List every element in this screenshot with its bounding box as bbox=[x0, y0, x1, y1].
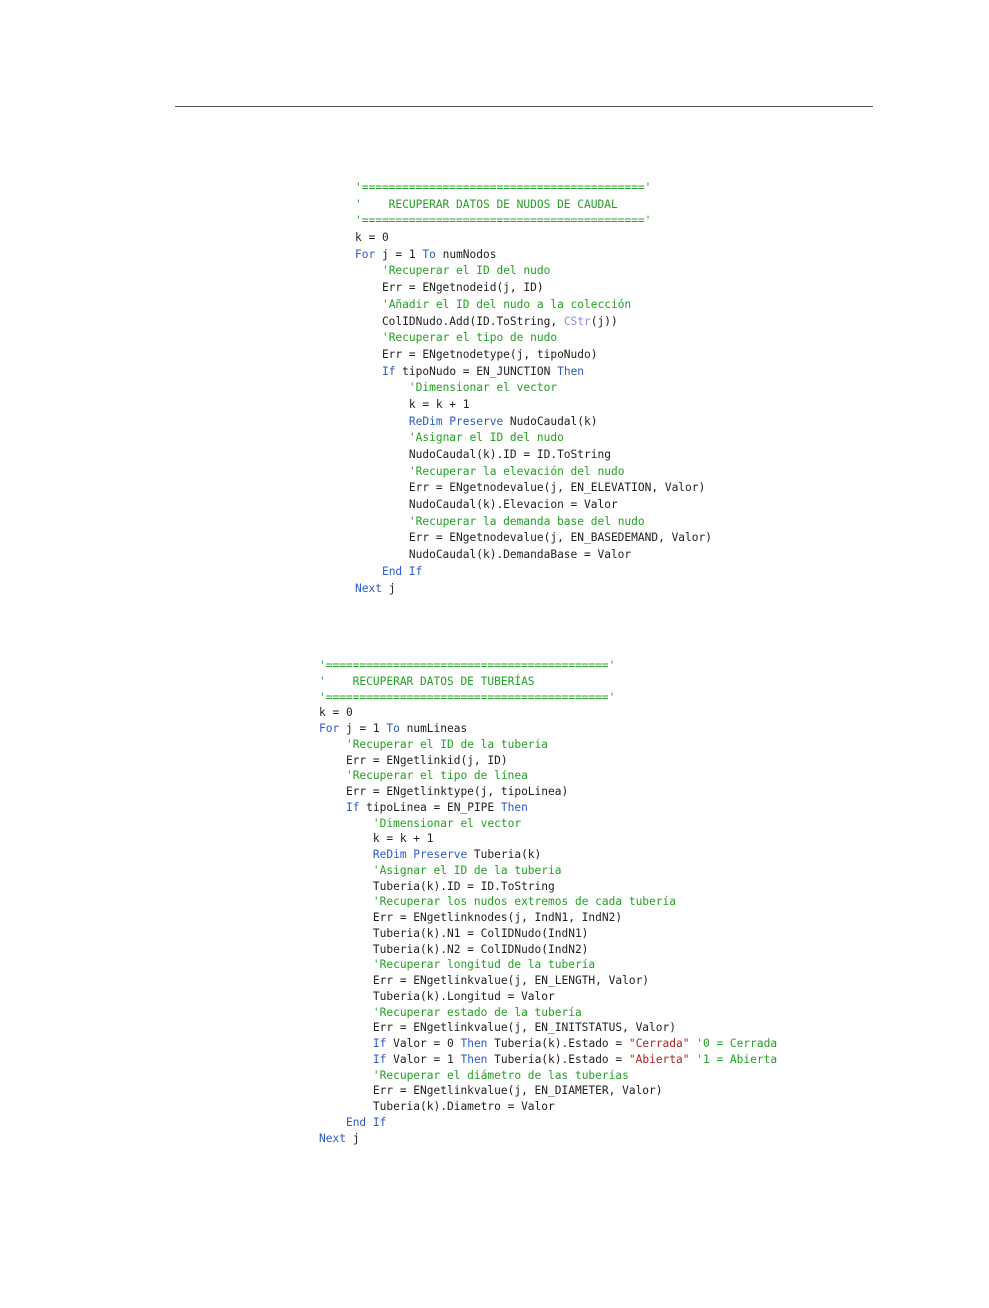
code-token: 'Recuperar el diámetro de las tuberías bbox=[372, 1068, 629, 1082]
code-token: Tuberia(k) bbox=[467, 848, 542, 861]
code-line bbox=[319, 768, 777, 784]
code-line bbox=[355, 497, 712, 514]
code-token bbox=[319, 1037, 373, 1050]
code-token bbox=[355, 381, 409, 394]
code-token bbox=[319, 801, 346, 814]
code-token bbox=[319, 817, 373, 830]
code-line bbox=[355, 581, 712, 598]
code-line bbox=[319, 1115, 777, 1131]
code-block-nudos bbox=[355, 180, 712, 597]
code-token: If bbox=[381, 364, 396, 378]
code-token bbox=[319, 769, 346, 782]
code-line bbox=[355, 364, 712, 381]
code-token bbox=[319, 1053, 373, 1066]
code-token bbox=[355, 415, 409, 428]
code-token: If bbox=[345, 800, 360, 814]
code-token bbox=[319, 958, 373, 971]
code-line bbox=[355, 430, 712, 447]
code-token bbox=[355, 298, 382, 311]
code-token: Valor = 0 bbox=[386, 1037, 461, 1050]
code-token: Err = ENgetlinkid(j, ID) bbox=[319, 753, 508, 767]
code-token bbox=[319, 1116, 346, 1129]
code-token: 'Recuperar la demanda base del nudo bbox=[408, 514, 645, 528]
code-line bbox=[355, 263, 712, 280]
code-line bbox=[319, 942, 777, 958]
code-token: Err = ENgetlinkvalue(j, EN_DIAMETER, Valor) bbox=[319, 1084, 663, 1098]
code-token: j = 1 bbox=[339, 722, 387, 735]
code-token: NudoCaudal(k).ID = ID.ToString bbox=[355, 448, 611, 461]
code-token: End If bbox=[345, 1115, 387, 1129]
code-token: End If bbox=[381, 564, 423, 578]
code-line bbox=[319, 674, 777, 690]
code-line bbox=[355, 530, 712, 547]
code-line bbox=[319, 879, 777, 895]
code-line bbox=[319, 816, 777, 832]
code-token bbox=[319, 1069, 373, 1082]
code-line bbox=[319, 1036, 777, 1052]
code-token: 'Dimensionar el vector bbox=[408, 381, 558, 395]
code-token: To bbox=[386, 722, 400, 735]
code-token bbox=[319, 895, 373, 908]
code-line bbox=[319, 658, 777, 674]
code-line bbox=[319, 1052, 777, 1068]
code-line bbox=[319, 737, 777, 753]
code-line bbox=[355, 230, 712, 247]
code-token: (j)) bbox=[590, 314, 618, 328]
code-line bbox=[319, 705, 777, 721]
code-token bbox=[319, 848, 373, 861]
code-line bbox=[319, 1068, 777, 1084]
code-token: 'Recuperar el tipo de nudo bbox=[381, 331, 558, 345]
code-token: numLineas bbox=[399, 722, 468, 735]
code-token: '0 = Cerrada bbox=[696, 1037, 778, 1050]
code-token: NudoCaudal(k) bbox=[503, 414, 598, 428]
code-line bbox=[319, 721, 777, 737]
code-token bbox=[355, 431, 409, 444]
code-line bbox=[319, 863, 777, 879]
code-token: CStr bbox=[563, 314, 591, 328]
code-token bbox=[319, 738, 346, 751]
code-token: Tuberia(k).Diametro = Valor bbox=[319, 1100, 555, 1113]
code-token: ReDim Preserve bbox=[372, 848, 468, 861]
code-token: 'Recuperar el ID de la tuberia bbox=[345, 737, 549, 751]
code-token: Err = ENgetlinkvalue(j, EN_INITSTATUS, Valor) bbox=[319, 1021, 676, 1035]
code-line bbox=[355, 397, 712, 414]
code-line bbox=[319, 1083, 777, 1099]
code-line bbox=[319, 831, 777, 847]
code-token: NudoCaudal(k).Elevacion = Valor bbox=[355, 498, 618, 512]
code-token: Tuberia(k).Estado = bbox=[487, 1037, 629, 1050]
code-line bbox=[319, 989, 777, 1005]
code-line bbox=[319, 690, 777, 706]
code-token: tipoNudo = EN_JUNCTION bbox=[395, 364, 558, 378]
code-token: Err = ENgetnodeid(j, ID) bbox=[355, 281, 544, 295]
code-line bbox=[319, 1020, 777, 1036]
code-token: Then bbox=[557, 364, 585, 378]
code-token: NudoCaudal(k).DemandaBase = Valor bbox=[355, 548, 632, 562]
code-token: 'Recuperar estado de la tubería bbox=[372, 1005, 582, 1019]
code-token: ColIDNudo.Add(ID.ToString, bbox=[355, 314, 564, 328]
code-line bbox=[355, 380, 712, 397]
code-token: numNodos bbox=[435, 247, 497, 261]
code-line bbox=[319, 894, 777, 910]
code-line bbox=[355, 347, 712, 364]
code-token: For bbox=[319, 722, 340, 735]
code-token: For bbox=[355, 247, 376, 261]
code-token bbox=[355, 331, 382, 344]
code-token: '==========================================' bbox=[319, 690, 616, 704]
code-token: 'Recuperar la elevación del nudo bbox=[408, 464, 625, 478]
code-token: "Cerrada" bbox=[628, 1037, 690, 1050]
code-token bbox=[319, 1006, 373, 1019]
code-token: '==========================================' bbox=[355, 214, 652, 228]
code-line bbox=[319, 1005, 777, 1021]
code-token: Then bbox=[460, 1052, 488, 1066]
code-token: j bbox=[381, 581, 396, 595]
code-line bbox=[355, 464, 712, 481]
code-token: Err = ENgetlinknodes(j, IndN1, IndN2) bbox=[319, 911, 623, 924]
code-token bbox=[355, 264, 382, 277]
code-line bbox=[355, 480, 712, 497]
code-token bbox=[355, 515, 409, 528]
code-line bbox=[355, 180, 712, 197]
code-token bbox=[355, 565, 382, 578]
code-line bbox=[355, 314, 712, 331]
code-token: k = k + 1 bbox=[319, 832, 434, 846]
code-token: 'Asignar el ID del nudo bbox=[408, 431, 564, 445]
code-token: 'Recuperar los nudos extremos de cada tubería bbox=[372, 895, 676, 909]
code-token: tipoLinea = EN_PIPE bbox=[359, 800, 501, 814]
code-token: Err = ENgetlinkvalue(j, EN_LENGTH, Valor) bbox=[319, 974, 650, 987]
code-token: Next bbox=[355, 581, 382, 595]
code-token: Valor = 1 bbox=[386, 1052, 461, 1066]
code-line bbox=[319, 847, 777, 863]
code-token: Err = ENgetnodevalue(j, EN_ELEVATION, Valor) bbox=[355, 481, 706, 495]
code-token: Tuberia(k).Estado = bbox=[487, 1052, 629, 1066]
code-line bbox=[355, 514, 712, 531]
code-token: '1 = Abierta bbox=[696, 1052, 778, 1066]
code-line bbox=[319, 926, 777, 942]
code-line bbox=[319, 800, 777, 816]
code-line bbox=[355, 447, 712, 464]
code-line bbox=[319, 1131, 777, 1147]
code-token: Err = ENgetnodevalue(j, EN_BASEDEMAND, Valor) bbox=[355, 531, 712, 545]
code-token: "Abierta" bbox=[628, 1052, 690, 1066]
code-line bbox=[319, 973, 777, 989]
code-token: k = 0 bbox=[319, 706, 353, 720]
code-line bbox=[319, 753, 777, 769]
code-token: Tuberia(k).ID = ID.ToString bbox=[319, 879, 555, 893]
code-line bbox=[355, 297, 712, 314]
code-line bbox=[319, 910, 777, 926]
code-token: Err = ENgetlinktype(j, tipoLinea) bbox=[319, 785, 569, 798]
code-token: 'Añadir el ID del nudo a la colección bbox=[381, 297, 632, 311]
code-token: '==========================================' bbox=[319, 659, 616, 672]
code-token: Tuberia(k).N1 = ColIDNudo(IndN1) bbox=[319, 926, 589, 940]
code-token: If bbox=[372, 1037, 387, 1050]
code-line bbox=[319, 784, 777, 800]
code-token: If bbox=[372, 1052, 387, 1066]
code-token: ' RECUPERAR DATOS DE NUDOS DE CAUDAL bbox=[355, 197, 618, 211]
code-token: k = k + 1 bbox=[355, 397, 470, 411]
code-token: ' RECUPERAR DATOS DE TUBERÍAS bbox=[319, 674, 535, 688]
code-token: 'Recuperar el tipo de línea bbox=[345, 769, 528, 783]
code-token: j bbox=[345, 1131, 360, 1145]
code-block-tuberias bbox=[319, 658, 777, 1146]
code-line bbox=[355, 564, 712, 581]
code-token: To bbox=[422, 247, 436, 261]
code-token: 'Dimensionar el vector bbox=[372, 816, 522, 830]
code-line bbox=[355, 330, 712, 347]
code-token bbox=[319, 864, 373, 877]
code-token: Next bbox=[319, 1131, 346, 1145]
code-line bbox=[355, 547, 712, 564]
code-token: Then bbox=[500, 800, 528, 814]
code-line bbox=[319, 957, 777, 973]
code-line bbox=[355, 247, 712, 264]
code-token bbox=[355, 365, 382, 378]
code-line bbox=[355, 197, 712, 214]
code-token: k = 0 bbox=[355, 231, 389, 245]
code-token: Tuberia(k).Longitud = Valor bbox=[319, 989, 555, 1003]
code-token: Err = ENgetnodetype(j, tipoNudo) bbox=[355, 347, 598, 361]
code-token: j = 1 bbox=[375, 247, 423, 261]
code-line bbox=[355, 280, 712, 297]
code-token bbox=[355, 465, 409, 478]
code-token: ReDim Preserve bbox=[408, 414, 504, 428]
header-rule bbox=[175, 106, 873, 107]
code-token: 'Recuperar el ID del nudo bbox=[381, 264, 551, 278]
code-token: '==========================================' bbox=[355, 181, 652, 194]
code-token: 'Recuperar longitud de la tubería bbox=[372, 958, 596, 972]
code-token: Tuberia(k).N2 = ColIDNudo(IndN2) bbox=[319, 942, 589, 956]
code-line bbox=[319, 1099, 777, 1115]
code-token: Then bbox=[460, 1037, 488, 1050]
code-line bbox=[355, 213, 712, 230]
code-token: 'Asignar el ID de la tuberia bbox=[372, 863, 562, 877]
code-line bbox=[355, 414, 712, 431]
